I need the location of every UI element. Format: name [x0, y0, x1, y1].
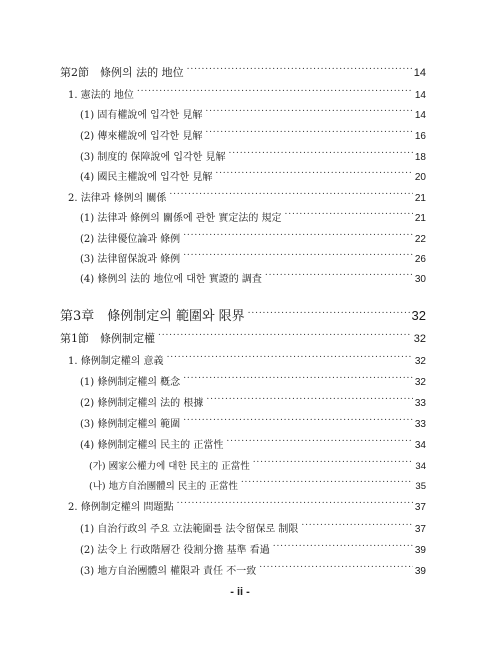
- toc-entry-label: (4) 國民主權說에 입각한 見解: [80, 172, 213, 183]
- toc-entry-page: 34: [414, 440, 426, 451]
- toc-entry: [68, 346, 426, 367]
- toc-entry-label: 第3章 條例制定의 範圍와 限界: [60, 309, 245, 324]
- toc-entry-label: (가) 國家公權力에 대한 民主的 正當性: [89, 461, 250, 472]
- toc-entry-page: 39: [414, 545, 426, 556]
- toc-entry: [80, 203, 426, 224]
- toc-entry: [80, 224, 426, 245]
- toc-entry: [68, 183, 426, 204]
- toc-entry: [60, 58, 426, 79]
- toc-entry-page: 16: [414, 131, 426, 142]
- toc-entry-page: 14: [413, 67, 426, 79]
- toc-entry-page: 32: [414, 377, 426, 388]
- toc-entry: [80, 121, 426, 142]
- dot-leader: [226, 430, 413, 448]
- toc-entry-label: (1) 條例制定權의 槪念: [80, 377, 181, 388]
- dot-leader: [137, 80, 413, 98]
- dot-leader: [205, 100, 413, 118]
- dot-leader: [158, 324, 412, 342]
- toc-entry-label: (3) 法律留保說과 條例: [80, 254, 181, 265]
- toc-entry: [60, 302, 426, 324]
- dot-leader: [167, 346, 413, 364]
- toc-entry: [80, 430, 426, 451]
- dot-leader: [265, 264, 413, 282]
- toc-entry: [60, 324, 426, 345]
- toc-entry: [80, 409, 426, 430]
- dot-leader: [248, 302, 410, 320]
- toc-entry-page: 33: [414, 419, 426, 430]
- toc-entry-page: 39: [414, 566, 426, 577]
- toc-entry-page: 21: [414, 193, 426, 204]
- toc-entry-label: (2) 法律優位論과 條例: [80, 234, 181, 245]
- toc-entry-label: (4) 條例의 法的 地位에 대한 實證的 調査: [80, 274, 262, 285]
- toc-entry-label: (3) 條例制定權의 範圍: [80, 419, 181, 430]
- page-number: - ii -: [230, 586, 250, 598]
- toc-entry-page: 37: [414, 502, 426, 513]
- dot-leader: [285, 203, 413, 221]
- toc-entry: [68, 80, 426, 101]
- toc-entry-label: (4) 條例制定權의 民主的 正當性: [80, 440, 224, 451]
- toc-entry-label: (1) 法律과 條例의 關係에 관한 實定法的 規定: [80, 213, 282, 224]
- toc-entry-page: 21: [414, 213, 426, 224]
- dot-leader: [301, 514, 413, 532]
- toc-entry-page: 26: [414, 254, 426, 265]
- toc-entry: [80, 367, 426, 388]
- toc-entry: [68, 492, 426, 513]
- toc-entry: [80, 388, 426, 409]
- toc-entry-label: 2. 法律과 條例의 關係: [68, 193, 167, 204]
- toc-entry-label: (1) 自治行政의 주요 立法範圍를 法令留保로 制限: [80, 524, 299, 535]
- toc-entry: [80, 514, 426, 535]
- toc-entry-label: 第1節 條例制定權: [60, 332, 155, 345]
- toc-entry-label: (3) 制度的 保障說에 입각한 見解: [80, 152, 226, 163]
- toc-entry: [80, 535, 426, 556]
- toc-entry-label: (1) 固有權說에 입각한 見解: [80, 110, 203, 121]
- dot-leader: [187, 58, 412, 76]
- toc-entry-page: 34: [415, 461, 426, 472]
- toc-entry-label: (2) 法令上 行政階層간 役割分擔 基準 看過: [80, 545, 270, 556]
- toc-entry-label: (3) 地方自治團體의 權限과 責任 不一致: [80, 566, 257, 577]
- dot-leader: [259, 556, 413, 574]
- toc-entry: [80, 556, 426, 577]
- toc-entry-page: 30: [414, 274, 426, 285]
- toc-entry-page: 14: [414, 110, 426, 121]
- dot-leader: [183, 367, 413, 385]
- toc-entry-label: (2) 傳來權說에 입각한 見解: [80, 131, 203, 142]
- dot-leader: [205, 121, 413, 139]
- toc-entry-label: 1. 條例制定權의 意義: [68, 356, 164, 367]
- toc-entry-page: 37: [414, 524, 426, 535]
- toc-entry-label: 第2節 條例의 法的 地位: [60, 66, 184, 79]
- toc-entry-page: 32: [413, 333, 426, 345]
- dot-leader: [169, 183, 412, 201]
- dot-leader: [206, 388, 413, 406]
- toc-entry: [80, 264, 426, 285]
- dot-leader: [273, 535, 413, 553]
- toc-entry-label: (2) 條例制定權의 法的 根據: [80, 398, 204, 409]
- toc-entry-page: 20: [414, 172, 426, 183]
- toc-entry: [80, 142, 426, 163]
- toc-entry: [80, 244, 426, 265]
- dot-leader: [183, 244, 413, 262]
- toc-entry-page: 14: [414, 90, 426, 101]
- toc-entry: [89, 471, 426, 492]
- dot-leader: [253, 451, 414, 469]
- dot-leader: [183, 409, 413, 427]
- dot-leader: [177, 492, 413, 510]
- dot-leader: [183, 224, 413, 242]
- dot-leader: [241, 471, 414, 489]
- toc-entry-page: 22: [414, 234, 426, 245]
- toc-entry: [80, 162, 426, 183]
- toc-entry: [89, 451, 426, 472]
- toc-entry: [80, 100, 426, 121]
- dot-leader: [215, 162, 413, 180]
- toc-entry-page: 33: [414, 398, 426, 409]
- toc-entry-label: 1. 憲法的 地位: [68, 90, 134, 101]
- dot-leader: [229, 142, 413, 160]
- toc-entry-page: 35: [415, 481, 426, 492]
- toc-entry-page: 32: [414, 356, 426, 367]
- toc-entry-label: (나) 地方自治團體의 民主的 正當性: [89, 481, 238, 492]
- toc-entry-page: 18: [414, 152, 426, 163]
- toc-entry-label: 2. 條例制定權의 問題點: [68, 502, 174, 513]
- toc-entry-page: 32: [411, 308, 426, 323]
